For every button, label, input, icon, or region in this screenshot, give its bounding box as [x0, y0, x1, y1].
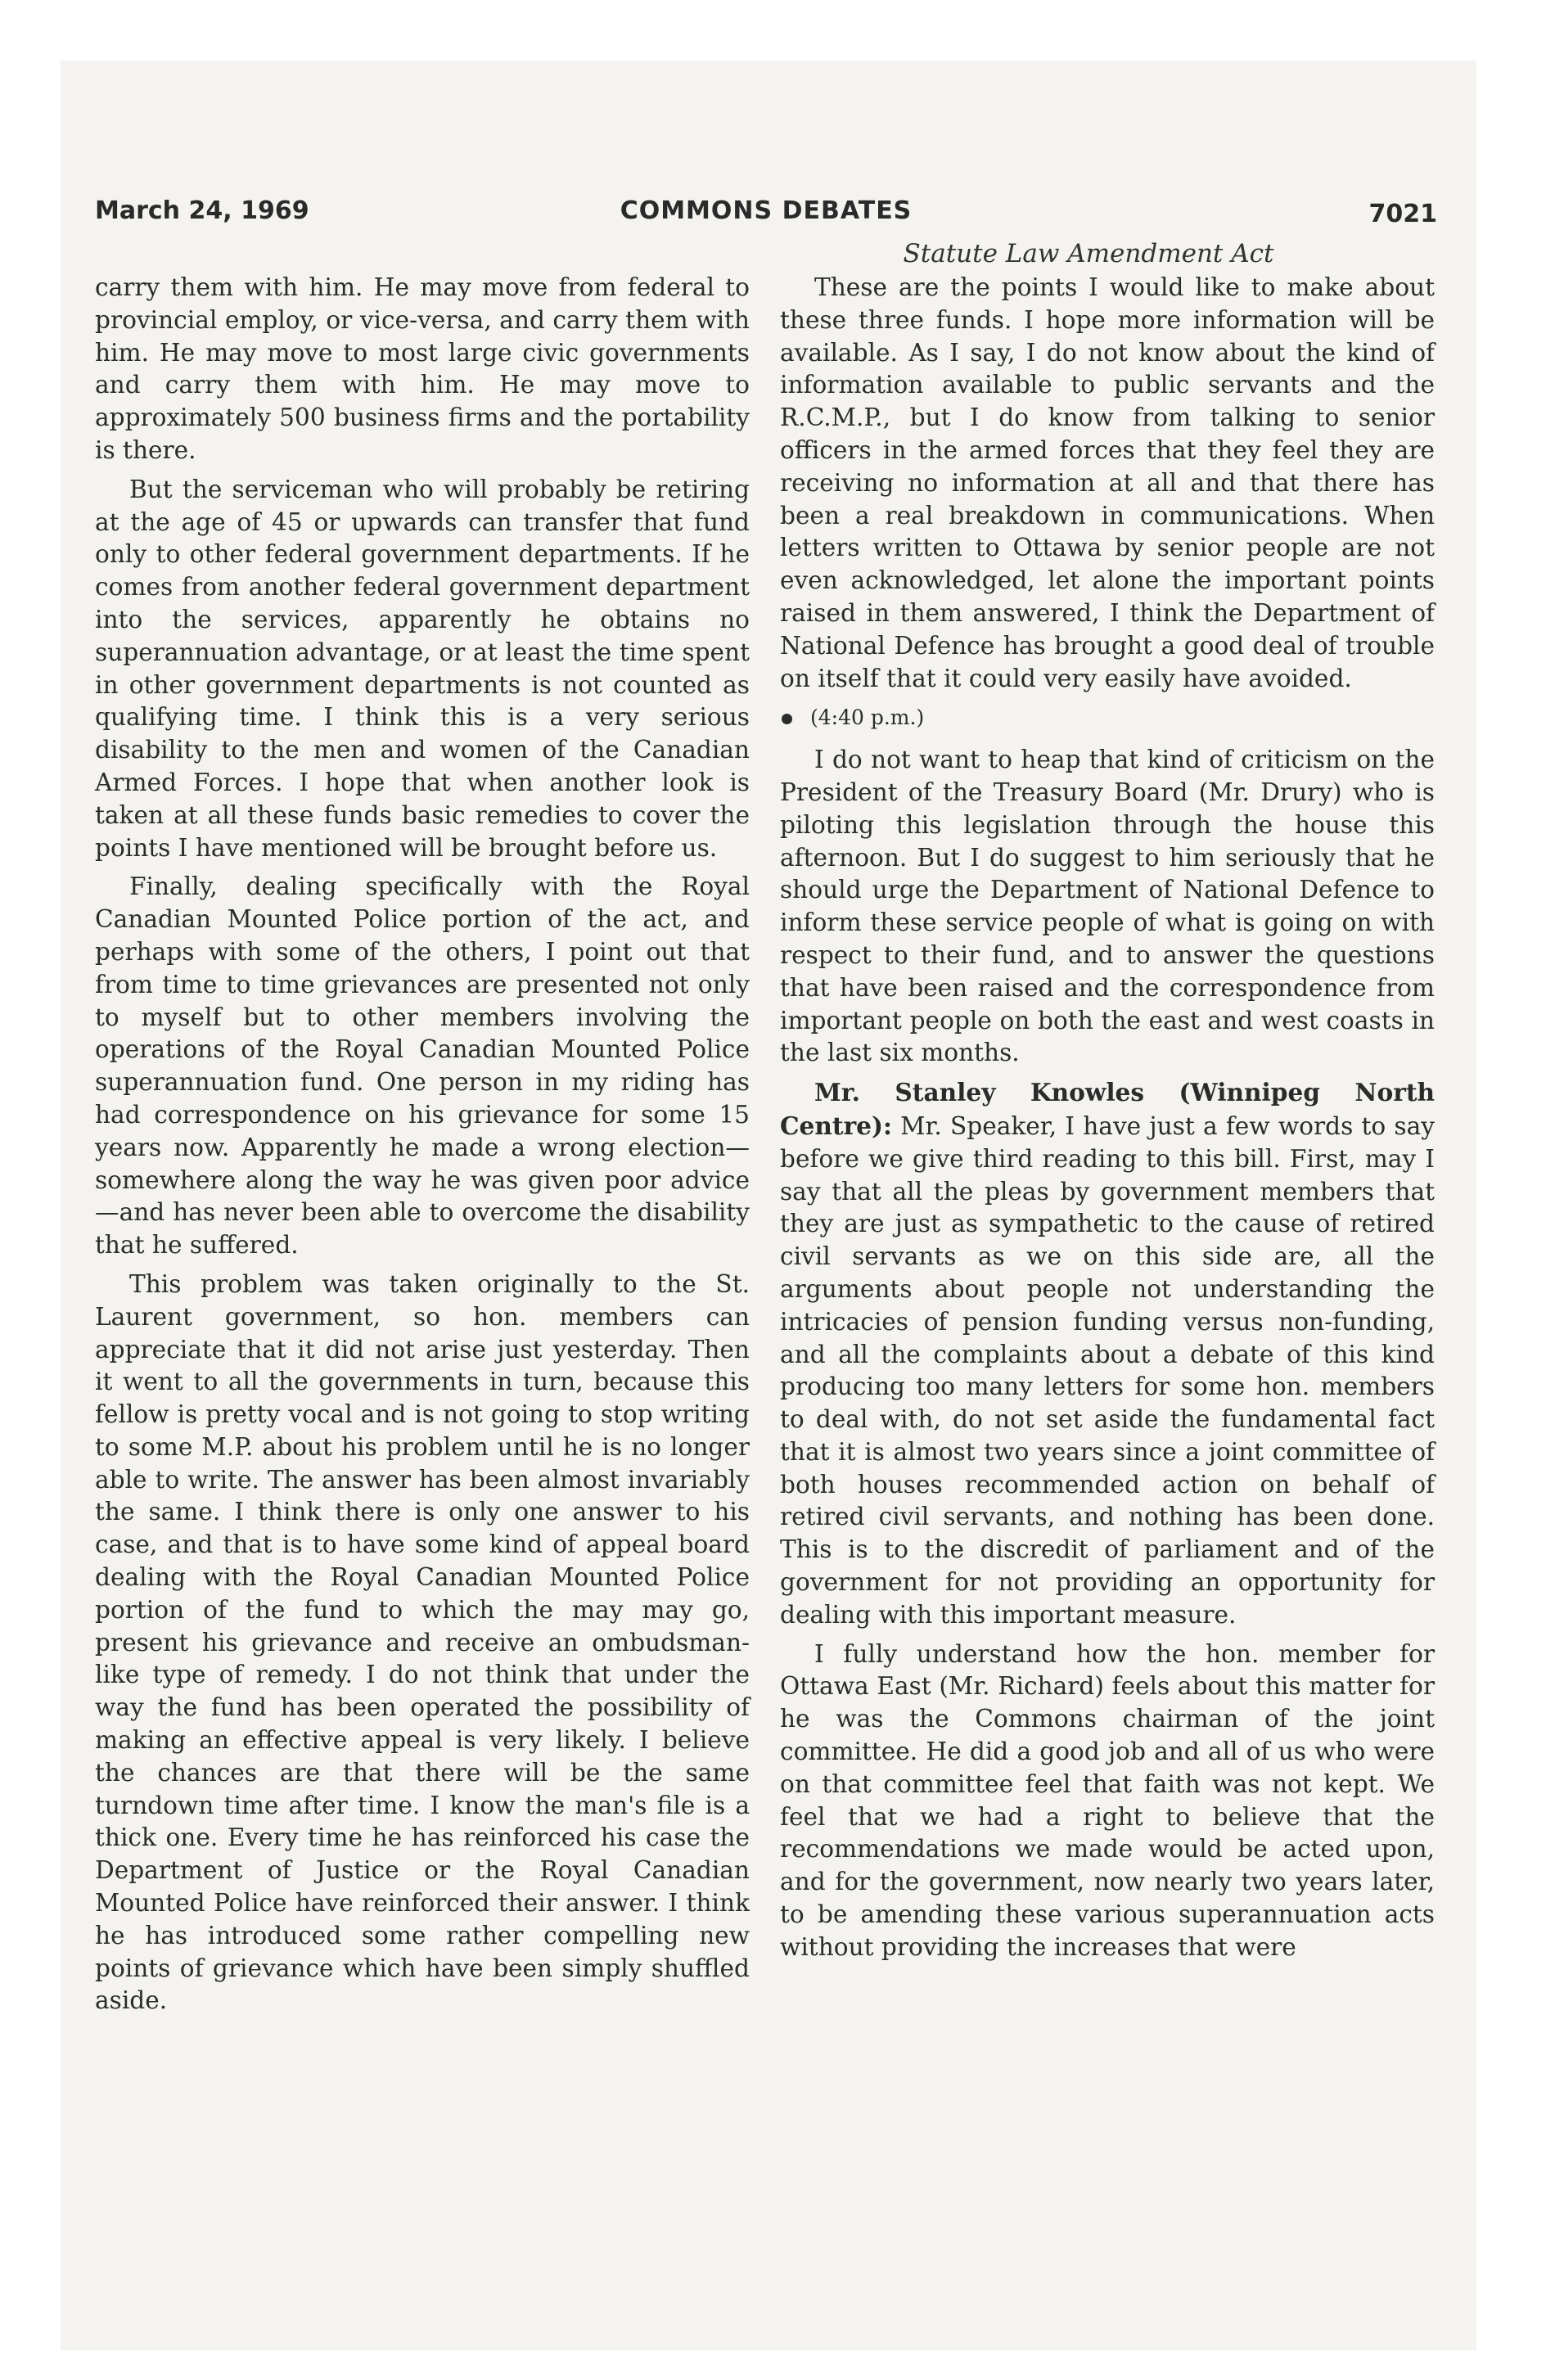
timestamp-marker [780, 701, 1435, 734]
bullet-icon [782, 714, 792, 724]
speaker-name: Mr. Stanley Knowles (Winnipeg North Centre): [780, 1078, 1435, 1140]
left-column [95, 272, 750, 2024]
paragraph: Finally, dealing specifically with the Royal Canadian Mounted Police portion of the act, and perhaps with some of the others, I point out that from time to time grievances are presented not only to myself but to other members involving the operations of the Royal Canadian Mounted Police superannuation fund. One person in my riding has had correspondence on his grievance for some 15 years now. Apparently he made a wrong election—somewhere along the way he was given poor advice—and has never been able to overcome the disability that he suffered. [95, 872, 750, 1260]
header-date: March 24, 1969 [95, 196, 309, 225]
paragraph: These are the points I would like to make about these three funds. I hope more information will be available. As I say, I do not know about the kind of information available to public servants and the R.C.M.P., but I do know from talking to senior officers in the armed forces that they feel they are receiving no information at all and that there has been a real breakdown in communications. When letters written to Ottawa by senior people are not even acknowledged, let alone the important points raised in them answered, I think the Department of National Defence has brought a good deal of trouble on itself that it could very easily have avoided. [780, 273, 1435, 692]
paragraph: But the serviceman who will probably be retiring at the age of 45 or upwards can transfer that fund only to other federal government departments. If he comes from another federal government department into the services, apparently he obtains no superannuation advantage, or at least the time spent in other government departments is not counted as qualifying time. I think this is a very serious disability to the men and women of the Canadian Armed Forces. I hope that when another look is taken at all these funds basic remedies to cover the points I have mentioned will be brought before us. [95, 475, 750, 862]
right-column [780, 272, 1435, 1971]
page-number: 7021 [1368, 200, 1437, 228]
paragraph: carry them with him. He may move from federal to provincial employ, or vice-versa, and carry them with him. He may move to most large civic governments and carry them with him. He may move to approximately 500 business firms and the portability is there. [95, 273, 750, 464]
timestamp-text: (4:40 p.m.) [810, 705, 925, 730]
running-subtitle: Statute Law Amendment Act [903, 239, 1274, 268]
paragraph: I fully understand how the hon. member for Ottawa East (Mr. Richard) feels about this matter for he was the Commons chairman of the joint committee. He did a good job and all of us who were on that committee feel that faith was not kept. We feel that we had a right to believe that the recommendations we made would be acted upon, and for the government, now nearly two years later, to be amending these various superannuation acts without providing the increases that were [780, 1639, 1435, 1961]
paragraph [780, 1076, 1435, 1632]
speech-text: Mr. Speaker, I have just a few words to say before we give third reading to this bill. First, may I say that all the pleas by government members that they are just as sympathetic to the cause of retired civil servants as we on this side are, all the arguments about people not understanding the intricacies of pension funding versus non-funding, and all the complaints about a debate of this kind producing too many letters for some hon. members to deal with, do not set aside the fundamental fact that it is almost two years since a joint committee of both houses recommended action on behalf of retired civil servants, and nothing has been done. This is to the discredit of parliament and of the government for not providing an opportunity for dealing with this important measure. [780, 1111, 1435, 1629]
page-header [95, 196, 1437, 232]
paragraph: This problem was taken originally to the St. Laurent government, so hon. members can appreciate that it did not arise just yesterday. Then it went to all the governments in turn, because this fellow is pretty vocal and is not going to stop writing to some M.P. about his problem until he is no longer able to write. The answer has been almost invariably the same. I think there is only one answer to his case, and that is to have some kind of appeal board dealing with the Royal Canadian Mounted Police portion of the fund to which the may may go, present his grievance and receive an ombudsman-like type of remedy. I do not think that under the way the fund has been operated the possibility of making an effective appeal is very likely. I believe the chances are that there will be the same turndown time after time. I know the man's file is a thick one. Every time he has reinforced his case the Department of Justice or the Royal Canadian Mounted Police have reinforced their answer. I think he has introduced some rather compelling new points of grievance which have been simply shuffled aside. [95, 1269, 750, 2015]
header-title: COMMONS DEBATES [620, 196, 913, 225]
paragraph: I do not want to heap that kind of criticism on the President of the Treasury Board (Mr. Drury) who is piloting this legislation through the house this afternoon. But I do suggest to him seriously that he should urge the Department of National Defence to inform these service people of what is going on with respect to their fund, and to answer the questions that have been raised and the correspondence from important people on both the east and west coasts in the last six months. [780, 746, 1435, 1067]
